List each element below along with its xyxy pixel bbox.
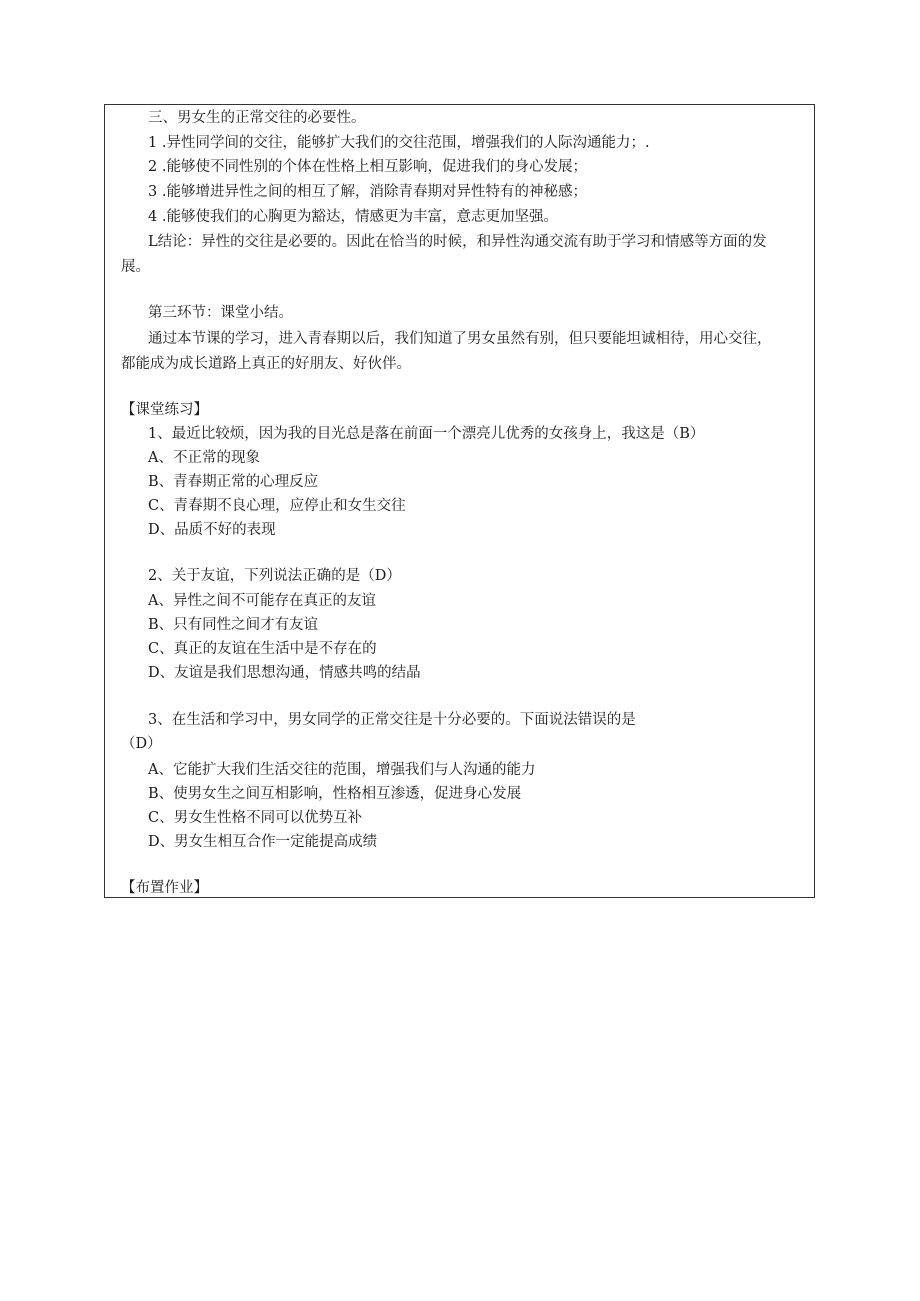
conclusion-line: 展。 — [121, 259, 150, 275]
question-option: B、青春期正常的心理反应 — [148, 474, 319, 490]
question-option: A、它能扩大我们生活交往的范围，增强我们与人沟通的能力 — [148, 762, 536, 778]
list-item: 3 .能够增进异性之间的相互了解，消除青春期对异性特有的神秘感； — [148, 184, 587, 200]
question-stem: 2、关于友谊，下列说法正确的是（D） — [148, 568, 401, 584]
question-option: C、男女生性格不同可以优势互补 — [148, 810, 363, 826]
question-option: A、异性之间不可能存在真正的友谊 — [148, 593, 376, 609]
list-item: 4 .能够使我们的心胸更为豁达，情感更为丰富，意志更加坚强。 — [148, 209, 558, 225]
list-item: 2 .能够使不同性别的个体在性格上相互影响，促进我们的身心发展； — [148, 159, 587, 175]
list-item: 1 .异性同学间的交往，能够扩大我们的交往范围，增强我们的人际沟通能力；. — [148, 135, 650, 151]
practice-heading: 【课堂练习】 — [121, 402, 208, 418]
summary-line: 通过本节课的学习，进入青春期以后，我们知道了男女虽然有别，但只要能坦诚相待，用心交往， — [148, 331, 772, 347]
question-stem: 1、最近比较烦，因为我的目光总是落在前面一个漂亮儿优秀的女孩身上，我这是（B） — [148, 426, 705, 442]
section-heading: 三、男女生的正常交往的必要性。 — [148, 110, 366, 126]
summary-heading: 第三环节：课堂小结。 — [148, 305, 293, 321]
question-option: C、真正的友谊在生活中是不存在的 — [148, 641, 377, 657]
question-option: C、青春期不良心理，应停止和女生交往 — [148, 498, 406, 514]
question-option: D、男女生相互合作一定能提高成绩 — [148, 834, 378, 850]
question-option: B、使男女生之间互相影响，性格相互渗透，促进身心发展 — [148, 786, 522, 802]
question-option: D、品质不好的表现 — [148, 522, 276, 538]
conclusion-line: L结论：异性的交往是必要的。因此在恰当的时候，和异性沟通交流有助于学习和情感等方面的发 — [148, 234, 767, 250]
question-stem: 3、在生活和学习中，男女同学的正常交往是十分必要的。下面说法错误的是 — [148, 712, 636, 728]
question-option: A、不正常的现象 — [148, 450, 260, 466]
question-option: B、只有同性之间才有友谊 — [148, 617, 319, 633]
homework-heading: 【布置作业】 — [121, 880, 208, 896]
question-stem-continuation: （D） — [121, 736, 162, 752]
question-option: D、友谊是我们思想沟通，情感共鸣的结晶 — [148, 665, 421, 681]
summary-line: 都能成为成长道路上真正的好朋友、好伙伴。 — [121, 356, 411, 372]
